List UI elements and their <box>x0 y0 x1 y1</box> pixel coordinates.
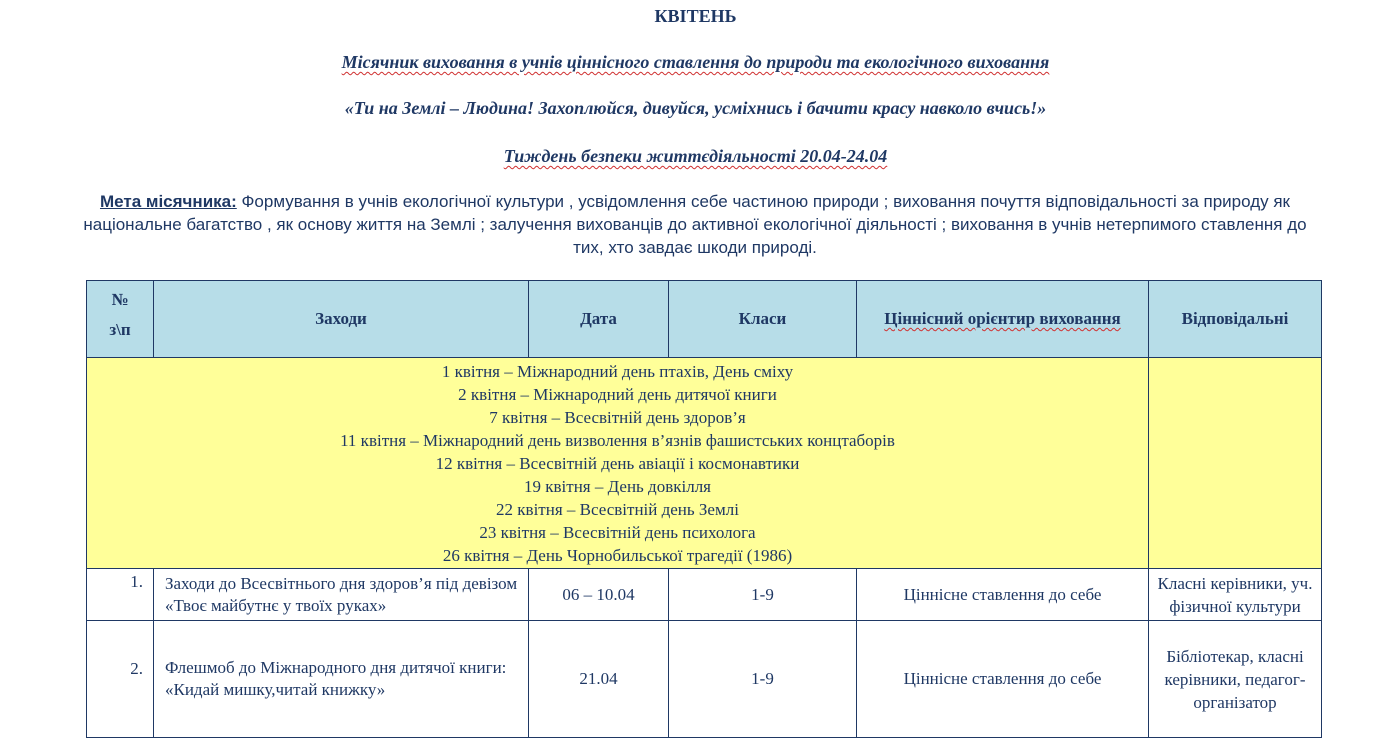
notable-date: 12 квітня – Всесвітній день авіації і космонавтики <box>435 453 800 473</box>
safety-week-text: Тиждень безпеки життєдіяльності 20.04-24.04 <box>503 146 888 166</box>
notable-date: 11 квітня – Міжнародний день визволення в’язнів фашистських концтаборів <box>340 430 895 450</box>
column-header-events: Заходи <box>154 281 529 358</box>
notable-date: 19 квітня – День довкілля <box>524 476 711 496</box>
column-header-number-bottom: з\п <box>109 320 131 339</box>
notable-dates-empty-cell <box>1149 358 1322 569</box>
column-header-value-text: Ціннісний орієнтир виховання <box>884 309 1121 328</box>
motto: «Ти на Землі – Людина! Захоплюйся, дивуйся, усміхнись і бачити красу навколо вчись!» <box>344 98 1047 118</box>
month-goal <box>80 190 1310 259</box>
column-header-number-top: № <box>111 290 129 309</box>
row-event: Флешмоб до Міжнародного дня дитячої книги: «Кидай мишку,читай книжку» <box>154 621 529 738</box>
row-date: 21.04 <box>529 621 669 738</box>
goal-text: Формування в учнів екологічної культури , усвідомлення себе частиною природи ; виховання почуття відповідальності за природу як національне багатство , як основу життя на Землі ; залучення вихованців до активної екологічної діяльності ; виховання в учнів нетерпимого ставлення до тих, хто завдає шкоди природі. <box>83 192 1307 257</box>
column-header-number <box>87 281 154 358</box>
notable-date: 23 квітня – Всесвітній день психолога <box>479 522 756 542</box>
row-value: Ціннісне ставлення до себе <box>857 569 1149 621</box>
notable-date: 26 квітня – День Чорнобильської трагедії (1986) <box>442 545 793 565</box>
row-date: 06 – 10.04 <box>529 569 669 621</box>
row-number: 2. <box>87 621 154 738</box>
notable-date: 1 квітня – Міжнародний день птахів, День сміху <box>441 361 794 381</box>
column-header-classes: Класи <box>669 281 857 358</box>
notable-date: 22 квітня – Всесвітній день Землі <box>496 499 739 519</box>
column-header-date: Дата <box>529 281 669 358</box>
row-number: 1. <box>87 569 154 621</box>
month-title <box>0 52 1391 73</box>
notable-dates-list <box>87 358 1149 569</box>
row-event: Заходи до Всесвітнього дня здоров’я під девізом «Твоє майбутнє у твоїх руках» <box>154 569 529 621</box>
row-responsible: Класні керівники, уч. фізичної культури <box>1149 569 1322 621</box>
row-classes: 1-9 <box>669 621 857 738</box>
goal-label: Мета місячника: <box>99 192 237 211</box>
notable-dates-row <box>87 358 1322 569</box>
notable-date: 7 квітня – Всесвітній день здоров’я <box>489 407 746 427</box>
page-title: КВІТЕНЬ <box>654 6 737 26</box>
row-responsible: Бібліотекар, класні керівники, педагог-організатор <box>1149 621 1322 738</box>
table-row <box>87 569 1322 621</box>
month-title-text: Місячник виховання в учнів ціннісного ставлення до природи та екологічного виховання <box>341 52 1050 72</box>
events-table <box>86 280 1322 738</box>
row-value: Ціннісне ставлення до себе <box>857 621 1149 738</box>
column-header-responsible: Відповідальні <box>1149 281 1322 358</box>
safety-week <box>0 146 1391 167</box>
table-header-row <box>87 281 1322 358</box>
notable-date: 2 квітня – Міжнародний день дитячої книги <box>458 384 777 404</box>
table-row <box>87 621 1322 738</box>
column-header-value <box>857 281 1149 358</box>
row-classes: 1-9 <box>669 569 857 621</box>
